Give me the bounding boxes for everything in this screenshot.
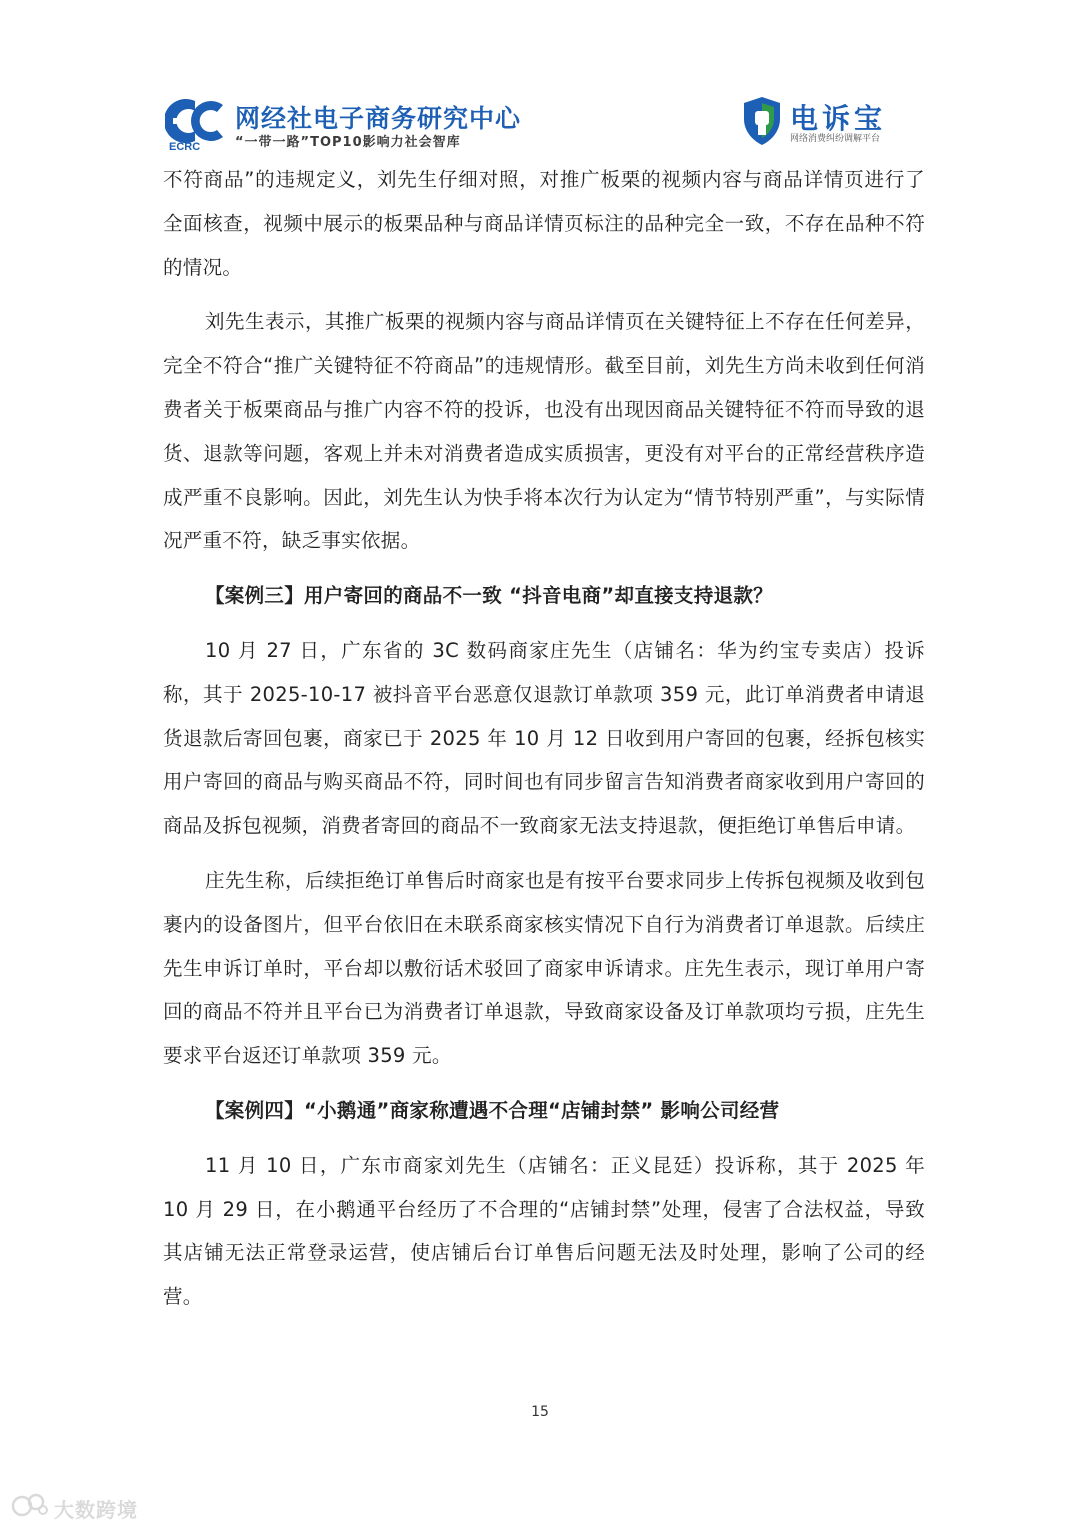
paragraph-1: 不符商品”的违规定义，刘先生仔细对照，对推广板栗的视频内容与商品详情页进行了全面核查，视频中展示的板栗品种与商品详情页标注的品种完全一致，不存在品种不符的情况。 (163, 168, 925, 279)
dianshubao-subtitle: 网络消费纠纷调解平台 (790, 134, 881, 144)
watermark-logo-icon (10, 1492, 50, 1520)
ecrc-logo (165, 95, 525, 155)
case-four-heading: 【案例四】“小鹅通”商家称遭遇不合理“店铺封禁” 影响公司经营 (205, 1098, 780, 1122)
paragraph-2: 刘先生表示，其推广板栗的视频内容与商品详情页在关键特征上不存在任何差异，完全不符合“推广关键特征不符商品”的违规情形。截至目前，刘先生方尚未收到任何消费者关于板栗商品与推广内容不符的投诉，也没有出现因商品关键特征不符而导致的退货、退款等问题，客观上并未对消费者造成实质损害，更没有对平台的正常经营秩序造成严重不良影响。因此，刘先生认为快手将本次行为认定为“情节特别严重”，与实际情况严重不符，缺乏事实依据。 (163, 310, 925, 553)
dianshubao-logo (740, 95, 920, 151)
ecrc-logo-icon (165, 95, 229, 151)
paragraph-3: 10 月 27 日，广东省的 3C 数码商家庄先生（店铺名：华为约宝专卖店）投诉称，其于 2025-10-17 被抖音平台恶意仅退款订单款项 359 元，此订单消费者申请退货退款后寄回包裹，商家已于 2025 年 10 月 12 日收到用户寄回的包裹，经拆包核实用户寄回的商品与购买商品不符，同时间也有同步留言告知消费者商家收到用户寄回的商品及拆包视频，消费者寄回的商品不一致商家无法支持退款，便拒绝订单售后申请。 (163, 638, 925, 838)
paragraph-4: 庄先生称，后续拒绝订单售后时商家也是有按平台要求同步上传拆包视频及收到包裹内的设备图片，但平台依旧在未联系商家核实情况下自行为消费者订单退款。后续庄先生申诉订单时，平台却以敷衍话术驳回了商家申诉请求。庄先生表示，现订单用户寄回的商品不符并且平台已为消费者订单退款，导致商家设备及订单款项均亏损，庄先生要求平台返还订单款项 359 元。 (163, 868, 925, 1068)
ecrc-subtitle: “一带一路”TOP10影响力社会智库 (235, 135, 461, 150)
watermark (10, 1490, 150, 1522)
dianshubao-title: 电诉宝 (790, 102, 887, 135)
page-header (0, 0, 1080, 160)
article-body (163, 158, 925, 1319)
page-number: 15 (531, 1404, 549, 1420)
ecrc-mark-text: ECRC (169, 141, 201, 151)
shield-fist-icon (740, 95, 784, 147)
watermark-text: 大数跨境 (54, 1498, 138, 1522)
ecrc-title: 网经社电子商务研究中心 (235, 104, 522, 133)
case-three-heading: 【案例三】用户寄回的商品不一致 “抖音电商”却直接支持退款？ (205, 584, 773, 608)
paragraph-5: 11 月 10 日，广东市商家刘先生（店铺名：正义昆廷）投诉称，其于 2025 年 10 月 29 日，在小鹅通平台经历了不合理的“店铺封禁”处理，侵害了合法权益，导致其店铺无法正常登录运营，使店铺后台订单售后问题无法及时处理，影响了公司的经营。 (163, 1153, 925, 1309)
